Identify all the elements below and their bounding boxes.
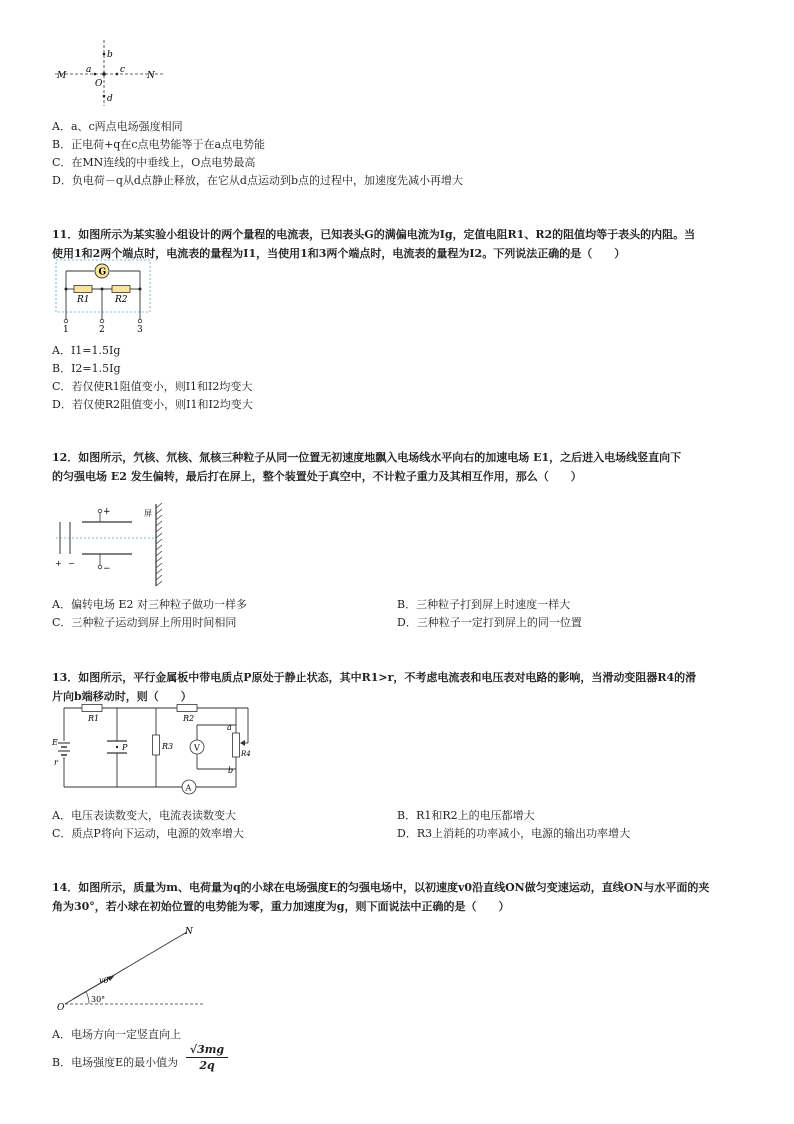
q10-option-a: A．a、c两点电场强度相同: [52, 120, 183, 133]
q14-option-a: A．电场方向一定竖直向上: [52, 1028, 181, 1041]
q12-plus-left: +: [55, 559, 62, 568]
q12-minus-bottom: −: [103, 564, 111, 574]
q12-screen-label: 屏: [144, 509, 152, 518]
q13-label-a: a: [227, 723, 232, 732]
q10-label-N: N: [147, 71, 155, 81]
q14-stem-line1: 14．如图所示，质量为m、电荷量为q的小球在电场强度E的匀强电场中，以初速度v0沿直线ON做匀变速运动，直线ON与水平面的夹: [52, 881, 710, 894]
q14-label-N: N: [185, 927, 193, 937]
q10-option-c: C．在MN连线的中垂线上，O点电势最高: [52, 156, 256, 169]
q13-option-c: C．质点P将向下运动，电源的效率增大: [52, 827, 244, 840]
q14-stem-line2: 角为30°，若小球在初始位置的电势能为零，重力加速度为g，则下面说法中正确的是（ ）: [52, 900, 510, 913]
q10-label-b: b: [107, 50, 113, 60]
q11-option-d: D．若仅使R2阻值变小，则I1和I2均变大: [52, 398, 253, 411]
q13-voltmeter-label: V: [194, 743, 200, 753]
q11-terminal-3: 3: [137, 325, 143, 334]
q13-option-a: A．电压表读数变大，电流表读数变大: [52, 809, 236, 822]
q13-label-r: r: [54, 758, 58, 767]
q13-option-b: B．R1和R2上的电压都增大: [397, 809, 535, 822]
q14-option-b: B．电场强度E的最小值为: [52, 1056, 179, 1069]
q11-stem-line1: 11．如图所示为某实验小组设计的两个量程的电流表，已知表头G的满偏电流为Ig，定值电阻R1、R2的阻值均等于表头的内阻。当: [52, 228, 696, 241]
q11-stem-line2: 使用1和2两个端点时，电流表的量程为I1，当使用1和3两个端点时，电流表的量程为I2。下列说法正确的是（ ）: [52, 247, 626, 260]
q10-label-c: c: [120, 65, 126, 75]
q11-stem: [52, 225, 742, 263]
q11-option-c: C．若仅使R1阻值变小，则I1和I2均变大: [52, 380, 253, 393]
q12-stem-line1: 12．如图所示，氕核、氘核、氚核三种粒子从同一位置无初速度地飘入电场线水平向右的加速电场 E1，之后进入电场线竖直向下: [52, 451, 682, 464]
q11-option-a: A．I1=1.5Ig: [52, 344, 121, 357]
q13-label-R3: R3: [162, 742, 174, 751]
q10-option-d: D．负电荷－q从d点静止释放，在它从d点运动到b点的过程中，加速度先减小再增大: [52, 174, 463, 187]
q12-stem: [52, 448, 742, 486]
q14-label-O: O: [57, 1003, 65, 1013]
q13-stem-line1: 13．如图所示，平行金属板中带电质点P原处于静止状态，其中R1>r，不考虑电流表和电压表对电路的影响，当滑动变阻器R4的滑: [52, 671, 697, 684]
q13-option-d: D．R3上消耗的功率减小，电源的输出功率增大: [397, 827, 631, 840]
q12-apparatus-figure: [52, 500, 172, 590]
q14-label-angle: 30°: [91, 995, 106, 1004]
q11-terminal-2: 2: [99, 325, 105, 334]
q13-stem-line2: 片向b端移动时，则（ ）: [52, 690, 192, 703]
q13-label-R1: R1: [88, 714, 100, 723]
q11-label-R1: R1: [77, 295, 90, 305]
q13-label-b: b: [228, 766, 234, 775]
q10-label-a: a: [86, 65, 92, 75]
q12-stem-line2: 的匀强电场 E2 发生偏转，最后打在屏上，整个装置处于真空中，不计粒子重力及其相互作用，那么（ ）: [52, 470, 582, 483]
q11-option-b: B．I2=1.5Ig: [52, 362, 121, 375]
q12-plus-top: +: [103, 507, 111, 517]
q12-option-b: B．三种粒子打到屏上时速度一样大: [397, 598, 571, 611]
q14-stem: [52, 878, 742, 916]
q13-circuit-figure: [52, 703, 252, 803]
q12-option-d: D．三种粒子一定打到屏上的同一位置: [397, 616, 582, 629]
q10-label-d: d: [107, 94, 113, 104]
q13-label-P: P: [122, 743, 128, 752]
q10-figure: [55, 38, 170, 108]
q11-terminal-1: 1: [63, 325, 69, 334]
q11-label-R2: R2: [115, 295, 128, 305]
q13-stem: [52, 668, 742, 706]
q14-formula-denominator: 2q: [199, 1059, 215, 1072]
q12-minus-left: −: [68, 559, 75, 568]
q14-formula-fraction: [186, 1042, 228, 1073]
q10-label-M: M: [57, 71, 67, 81]
q10-label-O: O: [95, 79, 103, 89]
q14-formula-numerator: √3mg: [186, 1042, 228, 1058]
q13-ammeter-label: A: [185, 783, 192, 793]
q13-label-R2: R2: [183, 714, 195, 723]
q12-option-c: C．三种粒子运动到屏上所用时间相同: [52, 616, 237, 629]
q13-label-E: E: [52, 738, 58, 747]
q13-label-R4: R4: [241, 750, 251, 758]
q14-motion-figure: [55, 922, 215, 1017]
q11-galvanometer-label: G: [98, 267, 107, 278]
q11-circuit-figure: [54, 258, 154, 334]
q12-option-a: A．偏转电场 E2 对三种粒子做功一样多: [52, 598, 247, 611]
q10-option-b: B．正电荷+q在c点电势能等于在a点电势能: [52, 138, 266, 151]
q14-label-v0: v0: [99, 976, 109, 985]
